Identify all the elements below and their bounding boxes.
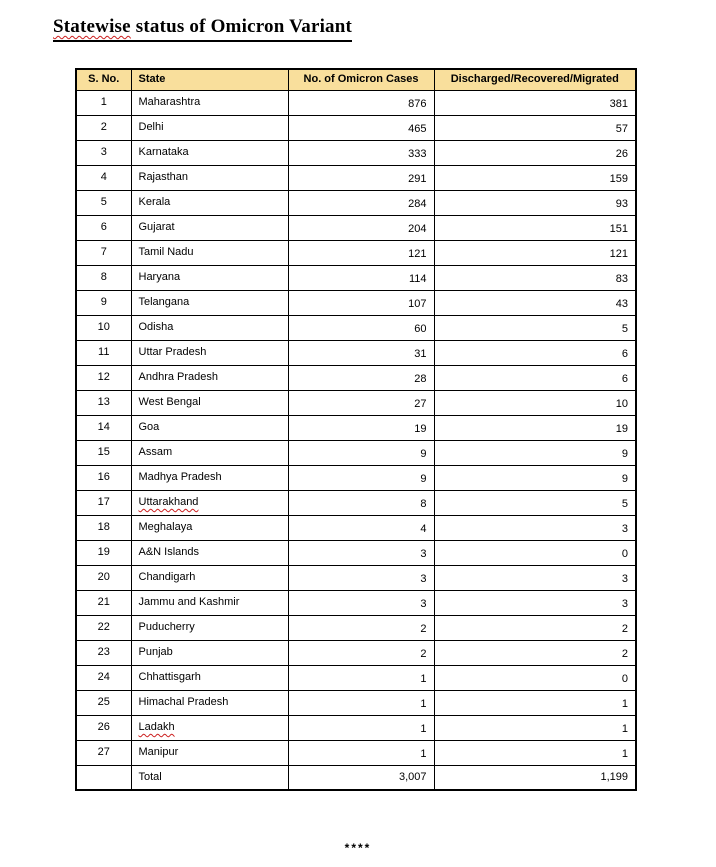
discharged-cell: 159	[434, 165, 636, 190]
discharged-cell: 9	[434, 465, 636, 490]
table-row	[76, 665, 636, 690]
page-title	[53, 16, 352, 42]
state-cell: Manipur	[131, 740, 288, 765]
sno-cell	[76, 765, 131, 790]
table-row	[76, 590, 636, 615]
state-cell: Telangana	[131, 290, 288, 315]
cases-cell: 204	[288, 215, 434, 240]
discharged-cell: 5	[434, 315, 636, 340]
cases-cell: 9	[288, 440, 434, 465]
sno-cell: 16	[76, 465, 131, 490]
state-cell: Rajasthan	[131, 165, 288, 190]
header-row	[76, 69, 636, 90]
state-cell: Andhra Pradesh	[131, 365, 288, 390]
discharged-cell: 151	[434, 215, 636, 240]
sno-cell: 5	[76, 190, 131, 215]
state-cell: Madhya Pradesh	[131, 465, 288, 490]
sno-cell: 7	[76, 240, 131, 265]
table-header	[76, 69, 636, 90]
state-cell: A&N Islands	[131, 540, 288, 565]
discharged-cell: 57	[434, 115, 636, 140]
sno-cell: 3	[76, 140, 131, 165]
table-row	[76, 240, 636, 265]
sno-cell: 14	[76, 415, 131, 440]
sno-cell: 25	[76, 690, 131, 715]
sno-cell: 19	[76, 540, 131, 565]
sno-cell: 9	[76, 290, 131, 315]
discharged-cell: 381	[434, 90, 636, 115]
state-cell: Himachal Pradesh	[131, 690, 288, 715]
table-row	[76, 740, 636, 765]
state-cell: Kerala	[131, 190, 288, 215]
state-cell: Odisha	[131, 315, 288, 340]
table-row	[76, 340, 636, 365]
discharged-cell: 9	[434, 440, 636, 465]
table-row	[76, 490, 636, 515]
state-cell: West Bengal	[131, 390, 288, 415]
discharged-cell: 3	[434, 515, 636, 540]
discharged-cell: 1	[434, 715, 636, 740]
discharged-cell: 26	[434, 140, 636, 165]
table-row	[76, 615, 636, 640]
sno-cell: 20	[76, 565, 131, 590]
state-cell: Chandigarh	[131, 565, 288, 590]
state-cell: Chhattisgarh	[131, 665, 288, 690]
cases-cell: 291	[288, 165, 434, 190]
state-cell: Maharashtra	[131, 90, 288, 115]
sno-cell: 8	[76, 265, 131, 290]
discharged-cell: 1	[434, 740, 636, 765]
sno-cell: 6	[76, 215, 131, 240]
sno-cell: 21	[76, 590, 131, 615]
discharged-cell: 121	[434, 240, 636, 265]
sno-cell: 17	[76, 490, 131, 515]
sno-cell: 22	[76, 615, 131, 640]
table-row	[76, 290, 636, 315]
cases-cell: 19	[288, 415, 434, 440]
sno-cell: 11	[76, 340, 131, 365]
cases-cell: 3,007	[288, 765, 434, 790]
sno-cell: 24	[76, 665, 131, 690]
table-row	[76, 640, 636, 665]
sno-cell: 23	[76, 640, 131, 665]
state-cell: Uttar Pradesh	[131, 340, 288, 365]
state-cell: Delhi	[131, 115, 288, 140]
discharged-cell: 43	[434, 290, 636, 315]
state-cell: Meghalaya	[131, 515, 288, 540]
sno-cell: 18	[76, 515, 131, 540]
header-state: State	[131, 69, 288, 90]
omicron-status-table	[75, 68, 637, 791]
sno-cell: 10	[76, 315, 131, 340]
cases-cell: 1	[288, 715, 434, 740]
table-row	[76, 265, 636, 290]
discharged-cell: 5	[434, 490, 636, 515]
state-cell: Goa	[131, 415, 288, 440]
title-misspelled-word: Statewise	[53, 16, 131, 37]
cases-cell: 2	[288, 640, 434, 665]
state-cell: Ladakh	[131, 715, 288, 740]
table-row	[76, 440, 636, 465]
table-row	[76, 515, 636, 540]
sno-cell: 1	[76, 90, 131, 115]
table-body	[76, 90, 636, 790]
cases-cell: 333	[288, 140, 434, 165]
cases-cell: 31	[288, 340, 434, 365]
discharged-cell: 3	[434, 590, 636, 615]
discharged-cell: 2	[434, 615, 636, 640]
discharged-cell: 83	[434, 265, 636, 290]
cases-cell: 4	[288, 515, 434, 540]
discharged-cell: 1	[434, 690, 636, 715]
header-cases: No. of Omicron Cases	[288, 69, 434, 90]
cases-cell: 8	[288, 490, 434, 515]
cases-cell: 107	[288, 290, 434, 315]
state-cell: Karnataka	[131, 140, 288, 165]
table-row	[76, 140, 636, 165]
table-row	[76, 465, 636, 490]
table-row	[76, 315, 636, 340]
cases-cell: 1	[288, 690, 434, 715]
cases-cell: 465	[288, 115, 434, 140]
table-row	[76, 365, 636, 390]
cases-cell: 3	[288, 565, 434, 590]
state-cell: Assam	[131, 440, 288, 465]
cases-cell: 1	[288, 740, 434, 765]
sno-cell: 4	[76, 165, 131, 190]
cases-cell: 9	[288, 465, 434, 490]
cases-cell: 3	[288, 590, 434, 615]
table-row	[76, 90, 636, 115]
discharged-cell: 93	[434, 190, 636, 215]
discharged-cell: 3	[434, 565, 636, 590]
title-rest: status of Omicron Variant	[130, 16, 353, 37]
table-row	[76, 690, 636, 715]
total-row	[76, 765, 636, 790]
discharged-cell: 6	[434, 340, 636, 365]
state-cell: Haryana	[131, 265, 288, 290]
table-row	[76, 190, 636, 215]
cases-cell: 1	[288, 665, 434, 690]
sno-cell: 2	[76, 115, 131, 140]
discharged-cell: 0	[434, 540, 636, 565]
table-row	[76, 715, 636, 740]
discharged-cell: 19	[434, 415, 636, 440]
table-row	[76, 540, 636, 565]
cases-cell: 28	[288, 365, 434, 390]
discharged-cell: 2	[434, 640, 636, 665]
state-cell: Jammu and Kashmir	[131, 590, 288, 615]
sno-cell: 13	[76, 390, 131, 415]
cases-cell: 60	[288, 315, 434, 340]
state-cell: Uttarakhand	[131, 490, 288, 515]
state-cell: Total	[131, 765, 288, 790]
cases-cell: 121	[288, 240, 434, 265]
cases-cell: 114	[288, 265, 434, 290]
table-row	[76, 115, 636, 140]
cases-cell: 2	[288, 615, 434, 640]
cases-cell: 284	[288, 190, 434, 215]
table-row	[76, 215, 636, 240]
sno-cell: 15	[76, 440, 131, 465]
header-discharged: Discharged/Recovered/Migrated	[434, 69, 636, 90]
sno-cell: 12	[76, 365, 131, 390]
sno-cell: 26	[76, 715, 131, 740]
table-row	[76, 390, 636, 415]
cases-cell: 876	[288, 90, 434, 115]
discharged-cell: 0	[434, 665, 636, 690]
state-cell: Puducherry	[131, 615, 288, 640]
state-cell: Gujarat	[131, 215, 288, 240]
state-cell: Tamil Nadu	[131, 240, 288, 265]
table-row	[76, 415, 636, 440]
sno-cell: 27	[76, 740, 131, 765]
header-sno: S. No.	[76, 69, 131, 90]
cases-cell: 3	[288, 540, 434, 565]
cases-cell: 27	[288, 390, 434, 415]
table-row	[76, 565, 636, 590]
discharged-cell: 10	[434, 390, 636, 415]
table-row	[76, 165, 636, 190]
state-cell: Punjab	[131, 640, 288, 665]
discharged-cell: 1,199	[434, 765, 636, 790]
discharged-cell: 6	[434, 365, 636, 390]
footer-asterisks: ****	[344, 841, 372, 855]
